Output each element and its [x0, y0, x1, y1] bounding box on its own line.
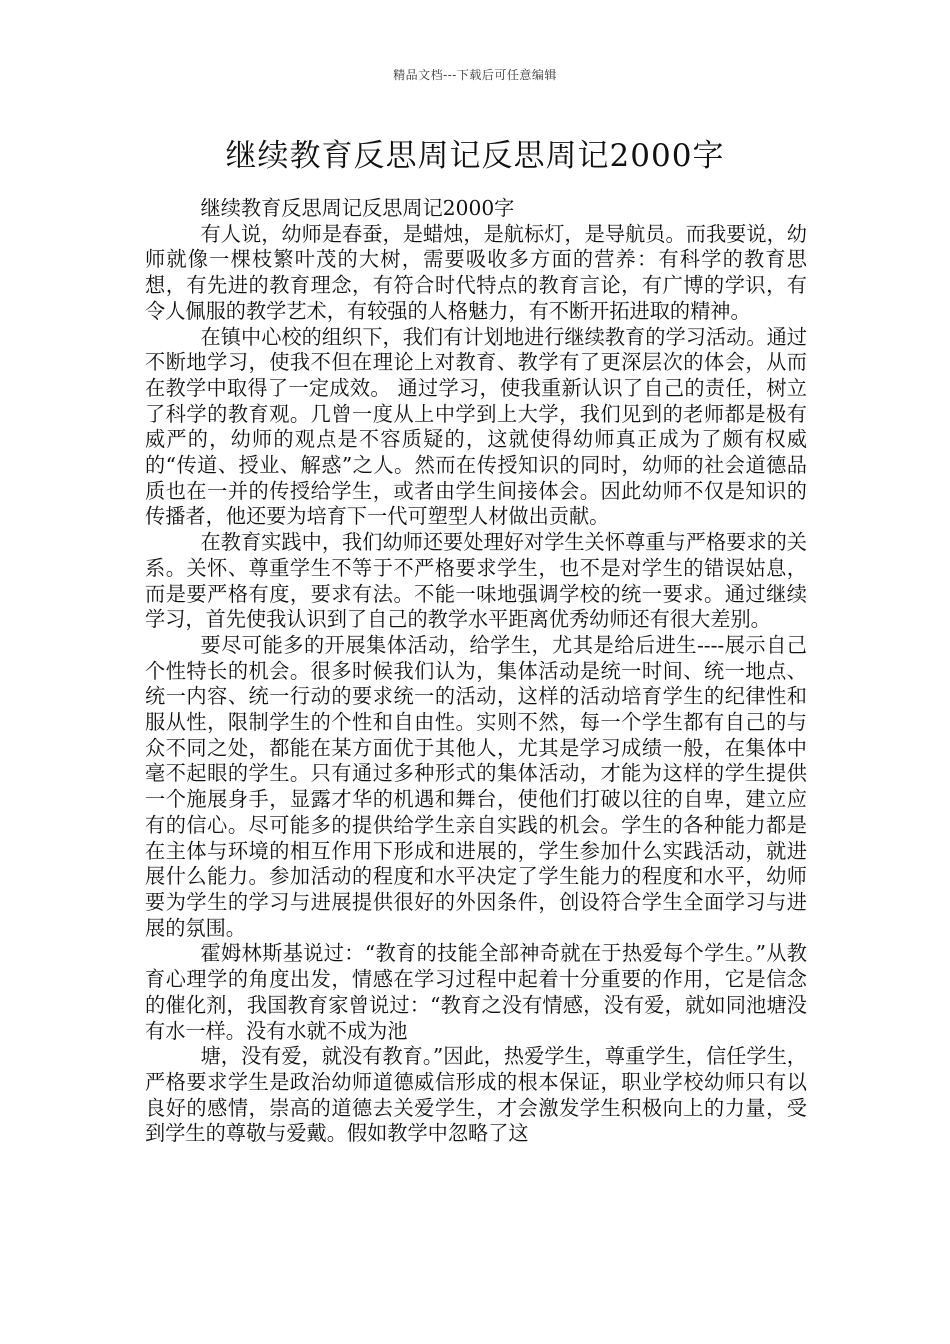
- paragraph-4: 要尽可能多的开展集体活动，给学生，尤其是给后进生----展示自己个性特长的机会。很多时候我们认为，集体活动是统一时间、统一地点、统一内容、统一行动的要求统一的活动，这样的活动培育学生的纪律性和服从性，限制学生的个性和自由性。实则不然，每一个学生都有自己的与众不同之处，都能在某方面优于其他人，尤其是学习成绩一般，在集体中毫不起眼的学生。只有通过多种形式的集体活动，才能为这样的学生提供一个施展身手，显露才华的机遇和舞台，使他们打破以往的自卑，建立应有的信心。尽可能多的提供给学生亲自实践的机会。学生的各种能力都是在主体与环境的相互作用下形成和进展的，学生参加什么实践活动，就进展什么能力。参加活动的程度和水平决定了学生能力的程度和水平，幼师要为学生的学习与进展提供很好的外因条件，创设符合学生全面学习与进展的氛围。: [145, 632, 807, 940]
- paragraph-6: 塘，没有爱，就没有教育。”因此，热爱学生，尊重学生，信任学生，严格要求学生是政治幼师道德威信形成的根本保证，职业学校幼师只有以良好的感情，崇高的道德去关爱学生，才会激发学生积极向上的力量，受到学生的尊敬与爱戴。假如教学中忽略了这: [145, 1044, 807, 1146]
- header-note: 精品文档---下载后可任意编辑: [393, 68, 557, 82]
- paragraph-3: 在教育实践中，我们幼师还要处理好对学生关怀尊重与严格要求的关系。关怀、尊重学生不等于不严格要求学生，也不是对学生的错误姑息，而是要严格有度，要求有法。不能一味地强调学校的统一要求。通过继续学习，首先使我认识到了自己的教学水平距离优秀幼师还有很大差别。: [145, 530, 807, 632]
- document-body: [145, 196, 807, 1147]
- document-title: 继续教育反思周记反思周记2000字: [225, 138, 725, 174]
- document-subtitle: 继续教育反思周记反思周记2000字: [200, 196, 515, 220]
- paragraph-1: 有人说，幼师是春蚕，是蜡烛，是航标灯，是导航员。而我要说，幼师就像一棵枝繁叶茂的大树，需要吸收多方面的营养：有科学的教育思想，有先进的教育理念，有符合时代特点的教育言论，有广博的学识，有令人佩服的教学艺术，有较强的人格魅力，有不断开拓进取的精神。: [145, 221, 807, 323]
- paragraph-2: 在镇中心校的组织下，我们有计划地进行继续教育的学习活动。通过不断地学习，使我不但在理论上对教育、教学有了更深层次的体会，从而在教学中取得了一定成效。 通过学习，使我重新认识了自己的责任，树立了科学的教育观。几曾一度从上中学到上大学，我们见到的老师都是极有威严的，幼师的观点是不容质疑的，这就使得幼师真正成为了颇有权威的“传道、授业、解惑”之人。然而在传授知识的同时，幼师的社会道德品质也在一并的传授给学生，或者由学生间接体会。因此幼师不仅是知识的传播者，他还要为培育下一代可塑型人材做出贡献。: [145, 324, 807, 529]
- paragraph-5: 霍姆林斯基说过：“教育的技能全部神奇就在于热爱每个学生。”从教育心理学的角度出发，情感在学习过程中起着十分重要的作用，它是信念的催化剂，我国教育家曾说过：“教育之没有情感，没有爱，就如同池塘没有水一样。没有水就不成为池: [145, 941, 807, 1043]
